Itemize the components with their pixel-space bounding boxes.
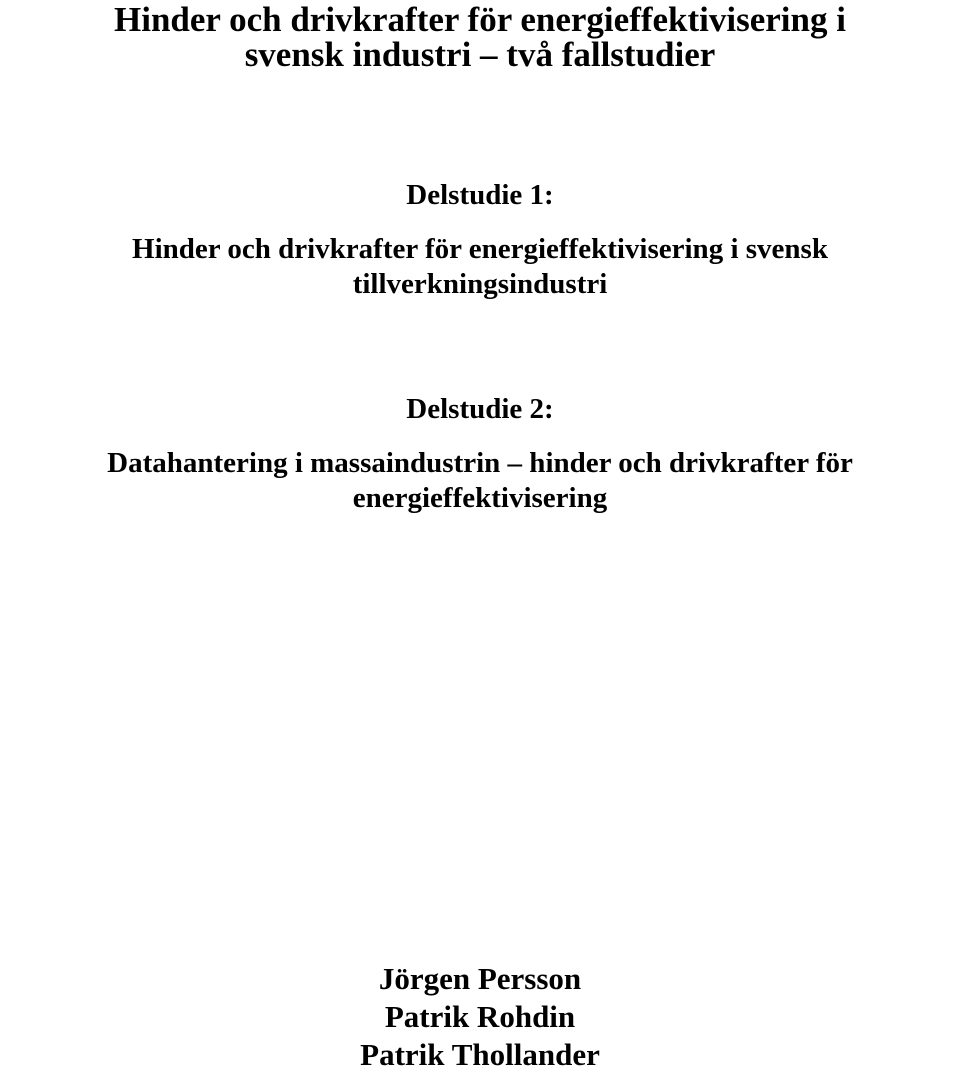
study-1-title-line-1: Hinder och drivkrafter för energieffektivisering i svensk (132, 233, 828, 265)
author-name: Patrik Thollander (360, 1037, 600, 1072)
study-1-label: Delstudie 1: (406, 179, 554, 211)
study-1-section (0, 178, 960, 302)
main-title-line-1: Hinder och drivkrafter för energieffektivisering i (114, 0, 846, 39)
main-title (0, 2, 960, 72)
study-2-label: Delstudie 2: (406, 393, 554, 425)
study-1-title-line-2: tillverkningsindustri (352, 268, 608, 300)
main-title-line-2: svensk industri – två fallstudier (244, 35, 716, 74)
author-name: Patrik Rohdin (384, 999, 576, 1034)
study-2-title-line-2: energieffektivisering (352, 482, 608, 514)
study-2-section (0, 392, 960, 516)
study-2-title-line-1: Datahantering i massaindustrin – hinder och drivkrafter för (107, 447, 853, 479)
author-name: Jörgen Persson (378, 961, 582, 996)
author-list (0, 960, 960, 1074)
